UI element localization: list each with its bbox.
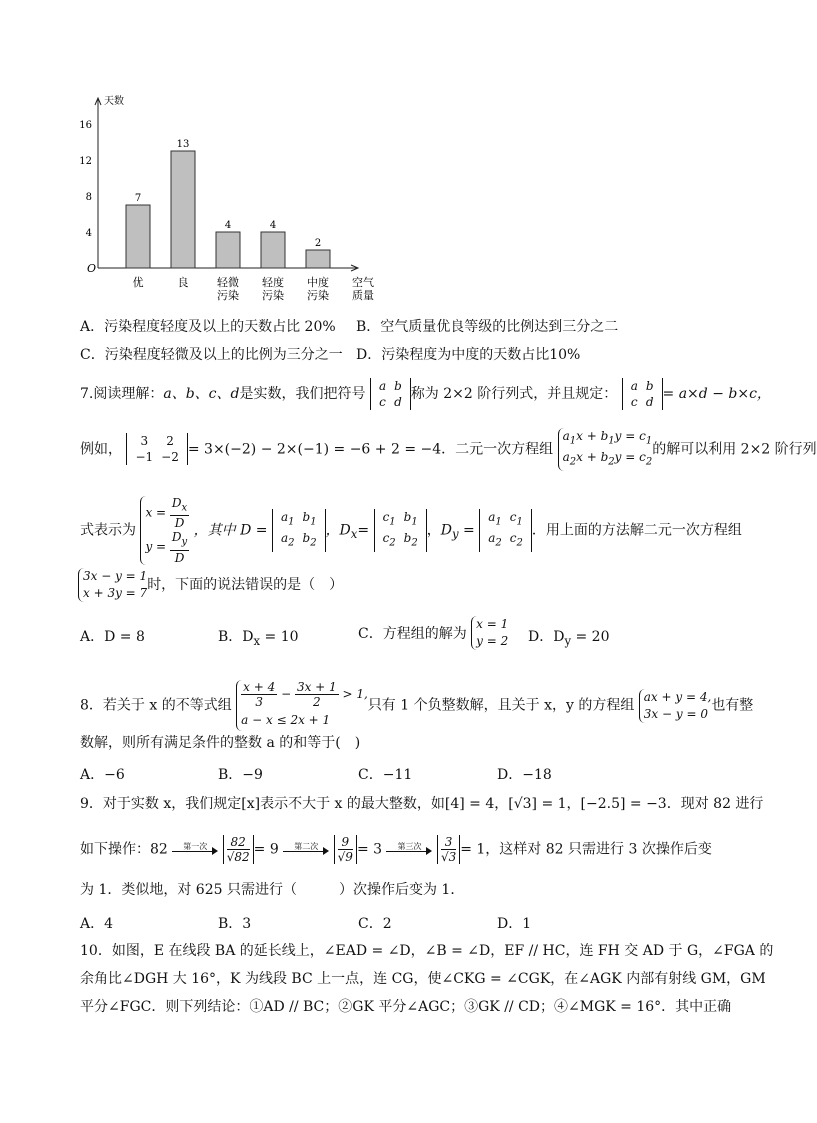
determinant-symbol: a b c d <box>370 378 411 410</box>
category-label: 轻微 <box>217 276 239 289</box>
q7-option-c[interactable]: C．方程组的解为 x = 1 y = 2 <box>358 617 509 648</box>
q9-option-c[interactable]: C．2 <box>358 916 392 932</box>
category-label: 污染 <box>307 289 329 302</box>
q9-line-1: 9．对于实数 x，我们规定[x]表示不大于 x 的最大整数，如[4] = 4，[√3] = 1，[−2.5] = −3．现对 82 进行 <box>80 796 764 812</box>
origin-label: O <box>87 262 97 275</box>
q9-option-b[interactable]: B．3 <box>218 916 252 932</box>
category-label: 中度 <box>307 276 329 289</box>
determinant-example: 3 2 −1 −2 <box>126 433 187 465</box>
bar <box>126 205 150 268</box>
determinant-definition: a b c d <box>622 378 663 410</box>
bar <box>171 151 195 268</box>
category-label: 污染 <box>262 289 284 302</box>
bar-value-label: 4 <box>224 220 232 231</box>
category-label: 良 <box>177 276 189 289</box>
bar-value-label: 7 <box>134 193 142 204</box>
q8-option-a[interactable]: A．−6 <box>80 767 125 783</box>
q8-line-2: 数解，则所有满足条件的整数 a 的和等于( ) <box>80 735 361 751</box>
q9-option-a[interactable]: A．4 <box>80 916 114 932</box>
q10-line-3: 平分∠FGC．则下列结论：①AD // BC；②GK 平分∠AGC；③GK // CD；④∠MGK = 16°．其中正确 <box>80 999 732 1015</box>
q7-option-d[interactable]: D．$D_y = 20$ <box>528 629 610 648</box>
bar-value-label: 13 <box>176 139 190 150</box>
q10-line-1: 10．如图，E 在线段 BA 的延长线上，∠EAD = ∠D，∠B = ∠D，EF // HC，连 FH 交 AD 于 G，∠FGA 的 <box>80 943 774 959</box>
y-tick-label: 8 <box>85 192 92 203</box>
q7-option-b[interactable]: B．$D_x = 10$ <box>218 629 299 648</box>
category-label: 轻度 <box>262 276 284 289</box>
equation-system-specific: 3x − y = 1 x + 3y = 7 <box>78 568 147 602</box>
q8-option-b[interactable]: B．−9 <box>218 767 263 783</box>
equation-system-q8: ax + y = 4, 3x − y = 0 <box>639 689 712 723</box>
equation-system-general: $a_1x + b_1y = c_1$ $a_2x + b_2y = c_2$ <box>558 428 653 471</box>
bar-value-label: 2 <box>314 238 322 249</box>
bar-chart <box>78 88 388 313</box>
q8-line-1: 8．若关于 x 的不等式组 $\frac{x + 4}{3}$ − $\frac{3x + 1}{2}$ > 1, a − x ≤ 2x + 1只有 1 个负整数解，且关于 x，y 的方程组 ax + y = 4, 3x − y = 0 也有整 <box>80 680 753 731</box>
q7-line-2: 例如， 3 2 −1 −2 = 3×(−2) − 2×(−1) = −6 + 2 = −4．二元一次方程组 $a_1x + b_1y = c_1$ $a_2x + b_2y = c_2$的解可以利用 2×2 阶行列 <box>80 428 817 471</box>
bar <box>306 250 330 268</box>
category-label: 污染 <box>217 289 239 302</box>
q6-option-d[interactable]: D．污染程度为中度的天数占比10% <box>356 347 581 363</box>
bar <box>261 232 285 268</box>
inequality-system: $\frac{x + 4}{3}$ − $\frac{3x + 1}{2}$ > 1, a − x ≤ 2x + 1 <box>236 680 368 731</box>
bar-value-label: 4 <box>269 220 277 231</box>
y-tick-label: 12 <box>79 156 92 167</box>
q9-line-2: 如下操作：82 第一次 $\frac{82}{√82}$ = 9 第二次 $\frac{9}{√9}$ = 3 第三次 $\frac{3}{√3}$ = 1，这样对 82 只需进行 3 次操作后变 <box>80 835 712 864</box>
x-axis-label: 空气 <box>352 276 374 289</box>
q10-line-2: 余角比∠DGH 大 16°，K 为线段 BC 上一点，连 CG，使∠CKG = ∠CGK，在∠AGK 内部有射线 GM，GM <box>80 971 766 987</box>
q6-option-b[interactable]: B．空气质量优良等级的比例达到三分之二 <box>356 319 619 335</box>
q7-line-4: 3x − y = 1 x + 3y = 7时，下面的说法错误的是（ ） <box>80 568 343 602</box>
q8-option-d[interactable]: D．−18 <box>497 767 552 783</box>
solution-formula: x = $\frac{D_x}{D}$ y = $\frac{D_y}{D}$ <box>140 496 189 565</box>
category-label: 优 <box>132 276 144 289</box>
q9-option-d[interactable]: D．1 <box>497 916 532 932</box>
bar <box>216 232 240 268</box>
q7-line-3: 式表示为 x = $\frac{D_x}{D}$ y = $\frac{D_y}{D}$ ，其中 D = $a_1$ $b_1$ $a_2$ $b_2$ ，$D_x=$ $c_1$ $b_1$ $c_2$ $b_2$ ，$D_y$ = $a_1$ $c_1$ $a_2$ $c_2$ ．用上面的方法解二元一次方程组 <box>80 496 742 565</box>
determinant-dy: $a_1$ $c_1$ $a_2$ $c_2$ <box>479 509 532 552</box>
q7-option-a[interactable]: A．D = 8 <box>80 629 145 645</box>
y-tick-label: 4 <box>85 228 92 239</box>
q8-option-c[interactable]: C．−11 <box>358 767 413 783</box>
arrow-step-3: 第三次 <box>386 843 432 857</box>
x-axis-label: 质量 <box>352 289 374 302</box>
q7-line-1: 7.阅读理解：a、b、c、d是实数，我们把符号 a b c d 称为 2×2 阶行列式，并且规定： a b c d = a×d − b×c， <box>80 379 771 409</box>
arrow-step-2: 第二次 <box>283 843 329 857</box>
y-tick-label: 16 <box>79 120 92 131</box>
q9-line-3: 为 1．类似地，对 625 只需进行（ ）次操作后变为 1． <box>80 882 465 898</box>
determinant-dx: $c_1$ $b_1$ $c_2$ $b_2$ <box>374 509 427 552</box>
q6-option-c[interactable]: C．污染程度轻微及以上的比例为三分之一 <box>80 347 343 363</box>
determinant-d: $a_1$ $b_1$ $a_2$ $b_2$ <box>272 509 326 552</box>
y-axis-label: 天数 <box>104 96 124 107</box>
q6-option-a[interactable]: A．污染程度轻度及以上的天数占比 20% <box>80 319 336 335</box>
arrow-step-1: 第一次 <box>172 843 218 857</box>
